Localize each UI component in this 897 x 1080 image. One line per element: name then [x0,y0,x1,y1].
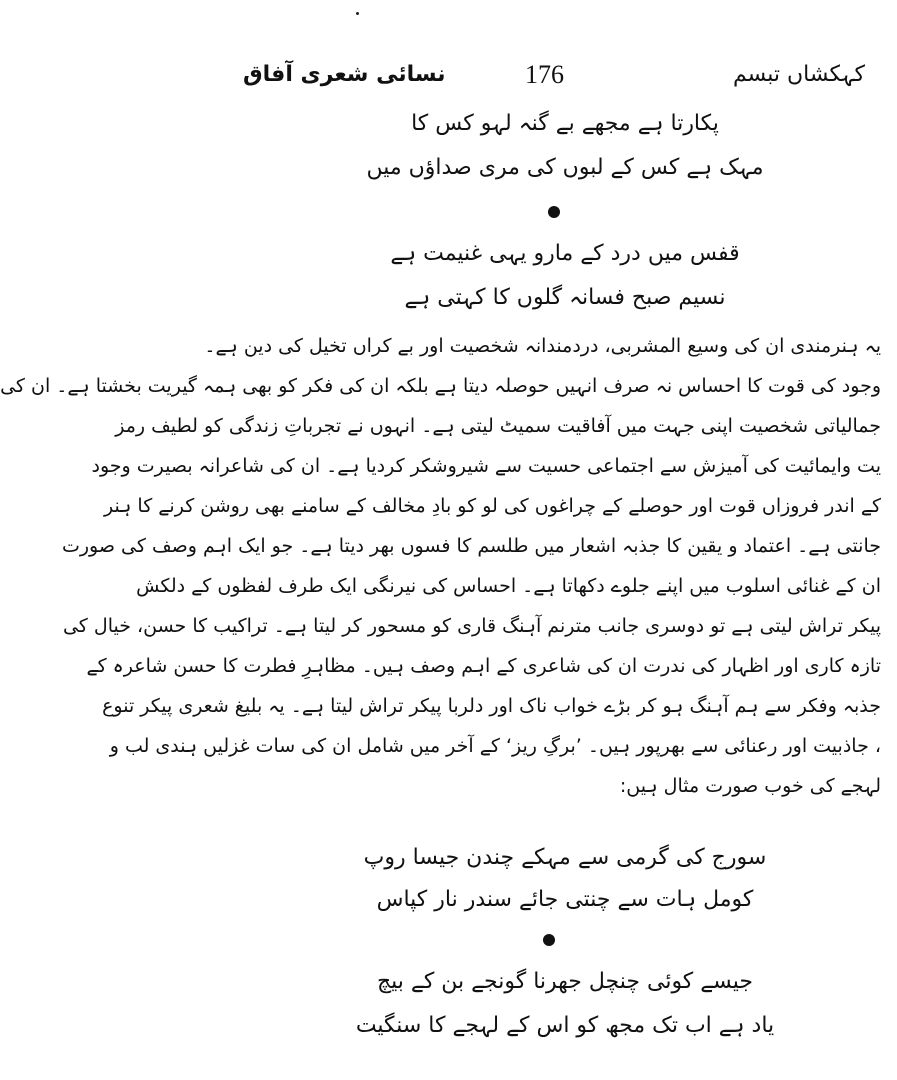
verse-line: کومل ہات سے چنتی جائے سندر نار کپاس [376,887,754,912]
verse-line: پکارتا ہے مجھے بے گنہ لہو کس کا [411,111,719,136]
prose-line: جذبہ وفکر سے ہم آہنگ ہو کر بڑے خواب ناک اور دلربا پیکر تراش لیتا ہے۔ یہ بلیغ شعری پیکر تنوع [102,695,881,717]
prose-line: کے اندر فروزاں قوت اور حوصلے کے چراغوں کی لو کو بادِ مخالف کے سامنے بھی روشن کرنے کا ہنر [104,495,881,517]
verse-line: جیسے کوئی چنچل جھرنا گونجے بن کے بیچ [376,969,754,994]
running-head: نسائی شعری آفاق [243,62,446,87]
prose-line: ، جاذبیت اور رعنائی سے بھرپور ہیں۔ ’برگِ ریز‘ کے آخر میں شامل ان کی سات غزلیں ہندی لب و [109,735,881,757]
prose-line: یت وایمائیت کی آمیزش سے اجتماعی حسیت سے شیروشکر کردیا ہے۔ ان کی شاعرانہ بصیرت وجود [91,455,881,477]
page-number: 176 [525,60,564,89]
prose-line: ان کے غنائی اسلوب میں اپنے جلوے دکھاتا ہے۔ احساس کی نیرنگی ایک طرف لفظوں کے دلکش [136,575,881,597]
prose-line: جانتی ہے۔ اعتماد و یقین کا جذبہ اشعار میں طلسم کا فسوں بھر دیتا ہے۔ جو ایک اہم وصف کی صورت [61,535,881,557]
prose-line: وجود کی قوت کا احساس نہ صرف انہیں حوصلہ دیتا ہے بلکہ ان کی فکر کو بھی ہمہ گیریت بخشتا ہے۔ ان کی [0,375,881,397]
verse-line: نسیم صبح فسانہ گلوں کا کہتی ہے [404,285,726,310]
prose-line: تازہ کاری اور اظہار کی ندرت ان کی شاعری کے اہم وصف ہیں۔ مظاہرِ فطرت کا حسن شاعرہ کے [86,655,881,677]
prose-line: جمالیاتی شخصیت اپنی جہت میں آفاقیت سمیٹ لیتی ہے۔ انہوں نے تجرباتِ زندگی کو لطیف رمز [115,415,881,437]
verse-line: مہک ہے کس کے لبوں کی مری صداؤں میں [366,155,764,180]
section-bullet [548,206,560,218]
verse-line: یاد ہے اب تک مجھ کو اس کے لہجے کا سنگیت [355,1013,775,1038]
book-title: کہکشاں تبسم [733,62,866,87]
verse-line: قفس میں درد کے مارو یہی غنیمت ہے [390,241,740,266]
prose-line: پیکر تراش لیتی ہے تو دوسری جانب مترنم آہنگ قاری کو مسحور کر لیتا ہے۔ تراکیب کا حسن، خیال کی [62,615,881,637]
prose-line: لہجے کی خوب صورت مثال ہیں: [619,775,881,797]
prose-paragraph [0,326,881,806]
section-bullet [543,934,555,946]
page-header [235,60,897,100]
prose-line: یہ ہنرمندی ان کی وسیع المشربی، دردمندانہ شخصیت اور بے کراں تخیل کی دین ہے۔ [204,335,881,357]
verse-line: سورج کی گرمی سے مہکے چندن جیسا روپ [363,845,767,870]
scan-speck [356,12,359,15]
